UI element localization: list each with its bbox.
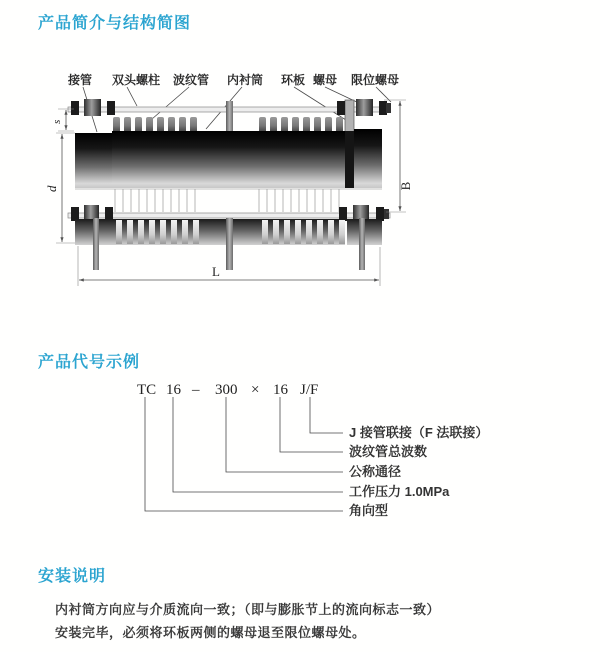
middle-stud-upper bbox=[226, 101, 233, 132]
upper-body bbox=[75, 129, 382, 188]
code-token-times: × bbox=[251, 382, 260, 398]
dim-label-L: L bbox=[212, 264, 220, 279]
label-ring-plate: 环板 bbox=[281, 73, 306, 87]
install-note-line1: 内衬筒方向应与介质流向一致；（即与膨胀节上的流向标志一致） bbox=[55, 602, 441, 617]
label-limit-nut: 限位螺母 bbox=[351, 73, 400, 87]
code-token-diameter: 300 bbox=[215, 382, 238, 398]
dimension-B bbox=[384, 100, 406, 212]
code-token-waves: 16 bbox=[273, 382, 288, 398]
label-inner-liner: 内衬筒 bbox=[227, 73, 264, 87]
dim-label-B: B bbox=[398, 181, 413, 191]
callout-nominal-diameter: 公称通径 bbox=[349, 464, 402, 479]
install-note-line2: 安装完毕，必须将环板两侧的螺母退至限位螺母处。 bbox=[55, 625, 366, 640]
callout-connection-type: J 接管联接（F 法联接） bbox=[349, 425, 489, 440]
dim-label-s: s bbox=[51, 119, 63, 124]
structure-diagram bbox=[44, 72, 413, 286]
install-notes bbox=[55, 598, 440, 644]
label-nut: 螺母 bbox=[313, 73, 338, 87]
callout-angular-type: 角向型 bbox=[349, 503, 389, 518]
dim-label-d: d bbox=[44, 185, 59, 192]
code-token-type: TC bbox=[137, 382, 157, 398]
label-pipe-end: 接管 bbox=[68, 73, 93, 87]
product-code-diagram bbox=[137, 382, 488, 518]
label-double-end-stud: 双头螺柱 bbox=[112, 73, 161, 87]
code-token-dash: – bbox=[192, 382, 200, 398]
section-title-install: 安装说明 bbox=[38, 568, 107, 585]
label-bellows: 波纹管 bbox=[173, 73, 210, 87]
ring-plate-upper bbox=[345, 100, 354, 133]
section-title-intro: 产品简介与结构简图 bbox=[38, 15, 192, 32]
code-token-pressure: 16 bbox=[166, 382, 181, 398]
section-title-code-example: 产品代号示例 bbox=[38, 354, 141, 371]
callout-working-pressure: 工作压力 1.0MPa bbox=[349, 484, 450, 499]
callout-total-waves: 波纹管总波数 bbox=[349, 444, 428, 459]
code-token-connection: J/F bbox=[300, 382, 319, 398]
code-callout-lines bbox=[145, 397, 343, 511]
